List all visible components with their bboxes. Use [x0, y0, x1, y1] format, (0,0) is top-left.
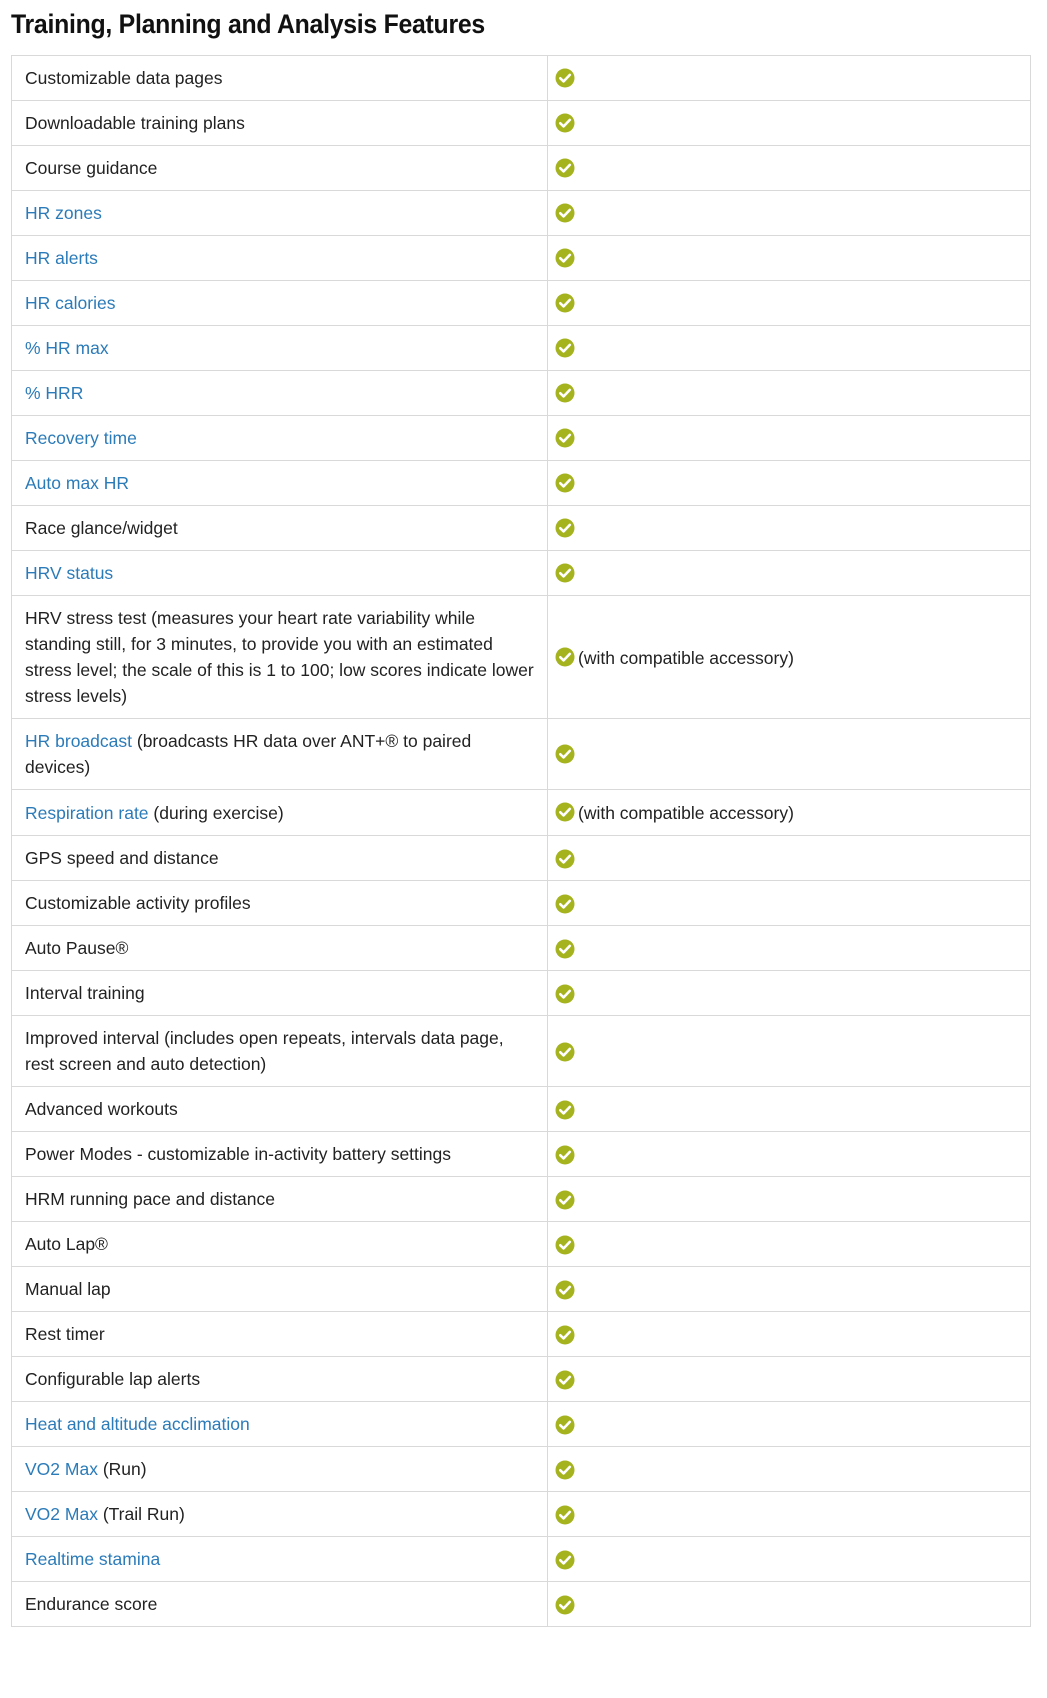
table-row: [12, 1582, 1031, 1627]
feature-text: (Run): [97, 1459, 147, 1480]
feature-cell: [12, 326, 548, 371]
feature-link[interactable]: % HRR: [25, 383, 84, 403]
value-cell: [548, 1492, 1031, 1537]
value-cell: [548, 101, 1031, 146]
table-row: [12, 1177, 1031, 1222]
feature-text: (during exercise): [148, 802, 284, 823]
value-cell: [548, 236, 1031, 281]
feature-text: Manual lap: [25, 1279, 111, 1300]
feature-cell: [12, 1267, 548, 1312]
feature-cell: [12, 1537, 548, 1582]
check-circle-icon: [555, 1145, 575, 1165]
feature-cell: [12, 1312, 548, 1357]
feature-cell: [12, 416, 548, 461]
check-circle-icon: [555, 894, 575, 914]
value-cell: [548, 926, 1031, 971]
value-cell: [548, 56, 1031, 101]
value-cell: [548, 146, 1031, 191]
feature-text: Auto Lap®: [25, 1234, 108, 1255]
value-cell: [548, 416, 1031, 461]
feature-link[interactable]: Respiration rate: [25, 802, 149, 823]
check-circle-icon: [555, 1325, 575, 1345]
table-row: [12, 461, 1031, 506]
feature-cell: [12, 719, 548, 790]
table-row: [12, 926, 1031, 971]
feature-link[interactable]: Heat and altitude acclimation: [25, 1414, 250, 1435]
value-cell: [548, 719, 1031, 790]
check-circle-icon: [555, 383, 575, 403]
value-cell: [548, 596, 1031, 719]
feature-link[interactable]: Auto max HR: [25, 473, 130, 493]
feature-cell: [12, 1087, 548, 1132]
feature-text: (Trail Run): [97, 1504, 185, 1525]
feature-cell: [12, 1222, 548, 1267]
value-cell: [548, 1582, 1031, 1627]
check-circle-icon: [555, 1100, 575, 1120]
value-cell: [548, 1222, 1031, 1267]
feature-text: (broadcasts HR data over ANT+® to paired devices): [25, 731, 472, 777]
table-row: [12, 1016, 1031, 1087]
table-row: [12, 596, 1031, 719]
check-circle-icon: [555, 1595, 575, 1615]
feature-link[interactable]: HR alerts: [25, 248, 98, 268]
feature-link[interactable]: VO2 Max: [25, 1459, 98, 1480]
feature-cell: [12, 191, 548, 236]
check-circle-icon: [555, 563, 575, 583]
feature-text: Customizable data pages: [25, 68, 223, 88]
feature-text: Power Modes - customizable in-activity battery settings: [25, 1144, 451, 1165]
feature-cell: [12, 551, 548, 596]
feature-link[interactable]: Realtime stamina: [25, 1549, 161, 1570]
check-circle-icon: [555, 744, 575, 764]
feature-text: Customizable activity profiles: [25, 893, 251, 914]
table-row: [12, 719, 1031, 790]
table-row: [12, 371, 1031, 416]
value-cell: [548, 881, 1031, 926]
value-cell: [548, 1132, 1031, 1177]
check-circle-icon: [555, 984, 575, 1004]
check-circle-icon: [555, 1280, 575, 1300]
value-cell: [548, 1537, 1031, 1582]
feature-link[interactable]: Recovery time: [25, 428, 137, 448]
feature-cell: [12, 1447, 548, 1492]
table-row: [12, 236, 1031, 281]
feature-cell: [12, 790, 548, 836]
check-circle-icon: [555, 68, 575, 88]
feature-cell: [12, 1357, 548, 1402]
value-cell: [548, 836, 1031, 881]
feature-cell: [12, 371, 548, 416]
section-title: Training, Planning and Analysis Features: [11, 9, 485, 39]
check-circle-icon: [555, 1370, 575, 1390]
feature-cell: [12, 1132, 548, 1177]
table-row: [12, 836, 1031, 881]
check-circle-icon: [555, 1550, 575, 1570]
value-cell: [548, 1357, 1031, 1402]
check-circle-icon: [555, 647, 575, 667]
table-row: [12, 881, 1031, 926]
value-cell: [548, 191, 1031, 236]
value-cell: [548, 371, 1031, 416]
check-circle-icon: [555, 802, 575, 822]
value-cell: [548, 1267, 1031, 1312]
value-cell: [548, 1087, 1031, 1132]
table-row: [12, 191, 1031, 236]
feature-cell: [12, 236, 548, 281]
value-cell: [548, 1447, 1031, 1492]
feature-cell: [12, 1402, 548, 1447]
value-cell: [548, 281, 1031, 326]
value-cell: [548, 1016, 1031, 1087]
table-row: [12, 326, 1031, 371]
table-row: [12, 1492, 1031, 1537]
value-note: (with compatible accessory): [578, 803, 794, 824]
features-table: [11, 55, 1031, 1627]
table-row: [12, 1402, 1031, 1447]
feature-cell: [12, 836, 548, 881]
check-circle-icon: [555, 158, 575, 178]
feature-cell: [12, 506, 548, 551]
feature-cell: [12, 281, 548, 326]
table-row: [12, 1087, 1031, 1132]
feature-cell: [12, 1177, 548, 1222]
check-circle-icon: [555, 939, 575, 959]
check-circle-icon: [555, 428, 575, 448]
table-row: [12, 1447, 1031, 1492]
feature-link[interactable]: VO2 Max: [25, 1504, 98, 1525]
feature-cell: [12, 881, 548, 926]
feature-text: HRV stress test (measures your heart rate variability while standing still, for 3 minutes, to provide you with an estimated stress level; the scale of this is 1 to 100; low scores indicate lower stress levels): [25, 608, 534, 706]
value-cell: [548, 1312, 1031, 1357]
feature-cell: [12, 1492, 548, 1537]
check-circle-icon: [555, 248, 575, 268]
feature-text: Interval training: [25, 983, 145, 1004]
feature-link[interactable]: HR calories: [25, 293, 116, 313]
feature-cell: [12, 146, 548, 191]
table-row: [12, 1312, 1031, 1357]
check-circle-icon: [555, 113, 575, 133]
feature-cell: [12, 1016, 548, 1087]
value-cell: [548, 1402, 1031, 1447]
value-cell: [548, 790, 1031, 836]
check-circle-icon: [555, 1042, 575, 1062]
table-row: [12, 1267, 1031, 1312]
value-cell: [548, 461, 1031, 506]
check-circle-icon: [555, 473, 575, 493]
check-circle-icon: [555, 518, 575, 538]
table-row: [12, 551, 1031, 596]
feature-text: Advanced workouts: [25, 1099, 178, 1120]
check-circle-icon: [555, 1505, 575, 1525]
feature-cell: [12, 596, 548, 719]
feature-link[interactable]: % HR max: [25, 338, 109, 358]
feature-cell: [12, 1582, 548, 1627]
feature-cell: [12, 461, 548, 506]
check-circle-icon: [555, 338, 575, 358]
table-row: [12, 1132, 1031, 1177]
value-note: (with compatible accessory): [578, 647, 794, 668]
table-row: [12, 416, 1031, 461]
feature-text: HRM running pace and distance: [25, 1189, 276, 1210]
feature-link[interactable]: HR broadcast: [25, 731, 132, 751]
table-row: [12, 56, 1031, 101]
feature-link[interactable]: HR zones: [25, 203, 102, 223]
table-row: [12, 1222, 1031, 1267]
feature-cell: [12, 56, 548, 101]
table-row: [12, 790, 1031, 836]
table-row: [12, 146, 1031, 191]
check-circle-icon: [555, 293, 575, 313]
feature-text: GPS speed and distance: [25, 848, 219, 869]
feature-text: Course guidance: [25, 158, 158, 178]
feature-text: Race glance/widget: [25, 518, 178, 538]
value-cell: [548, 506, 1031, 551]
feature-text: Rest timer: [25, 1324, 105, 1345]
value-cell: [548, 326, 1031, 371]
table-row: [12, 506, 1031, 551]
features-table-body: [12, 56, 1031, 1627]
check-circle-icon: [555, 1460, 575, 1480]
value-cell: [548, 1177, 1031, 1222]
feature-cell: [12, 971, 548, 1016]
check-circle-icon: [555, 849, 575, 869]
feature-text: Auto Pause®: [25, 938, 129, 959]
table-row: [12, 1357, 1031, 1402]
feature-cell: [12, 101, 548, 146]
check-circle-icon: [555, 1190, 575, 1210]
table-row: [12, 101, 1031, 146]
feature-text: Endurance score: [25, 1594, 158, 1615]
table-row: [12, 1537, 1031, 1582]
feature-link[interactable]: HRV status: [25, 563, 114, 583]
feature-text: Configurable lap alerts: [25, 1369, 201, 1390]
check-circle-icon: [555, 1235, 575, 1255]
check-circle-icon: [555, 203, 575, 223]
feature-text: Downloadable training plans: [25, 113, 245, 133]
feature-text: Improved interval (includes open repeats, intervals data page, rest screen and auto detection): [25, 1028, 504, 1075]
table-row: [12, 281, 1031, 326]
feature-cell: [12, 926, 548, 971]
table-row: [12, 971, 1031, 1016]
check-circle-icon: [555, 1415, 575, 1435]
value-cell: [548, 971, 1031, 1016]
value-cell: [548, 551, 1031, 596]
